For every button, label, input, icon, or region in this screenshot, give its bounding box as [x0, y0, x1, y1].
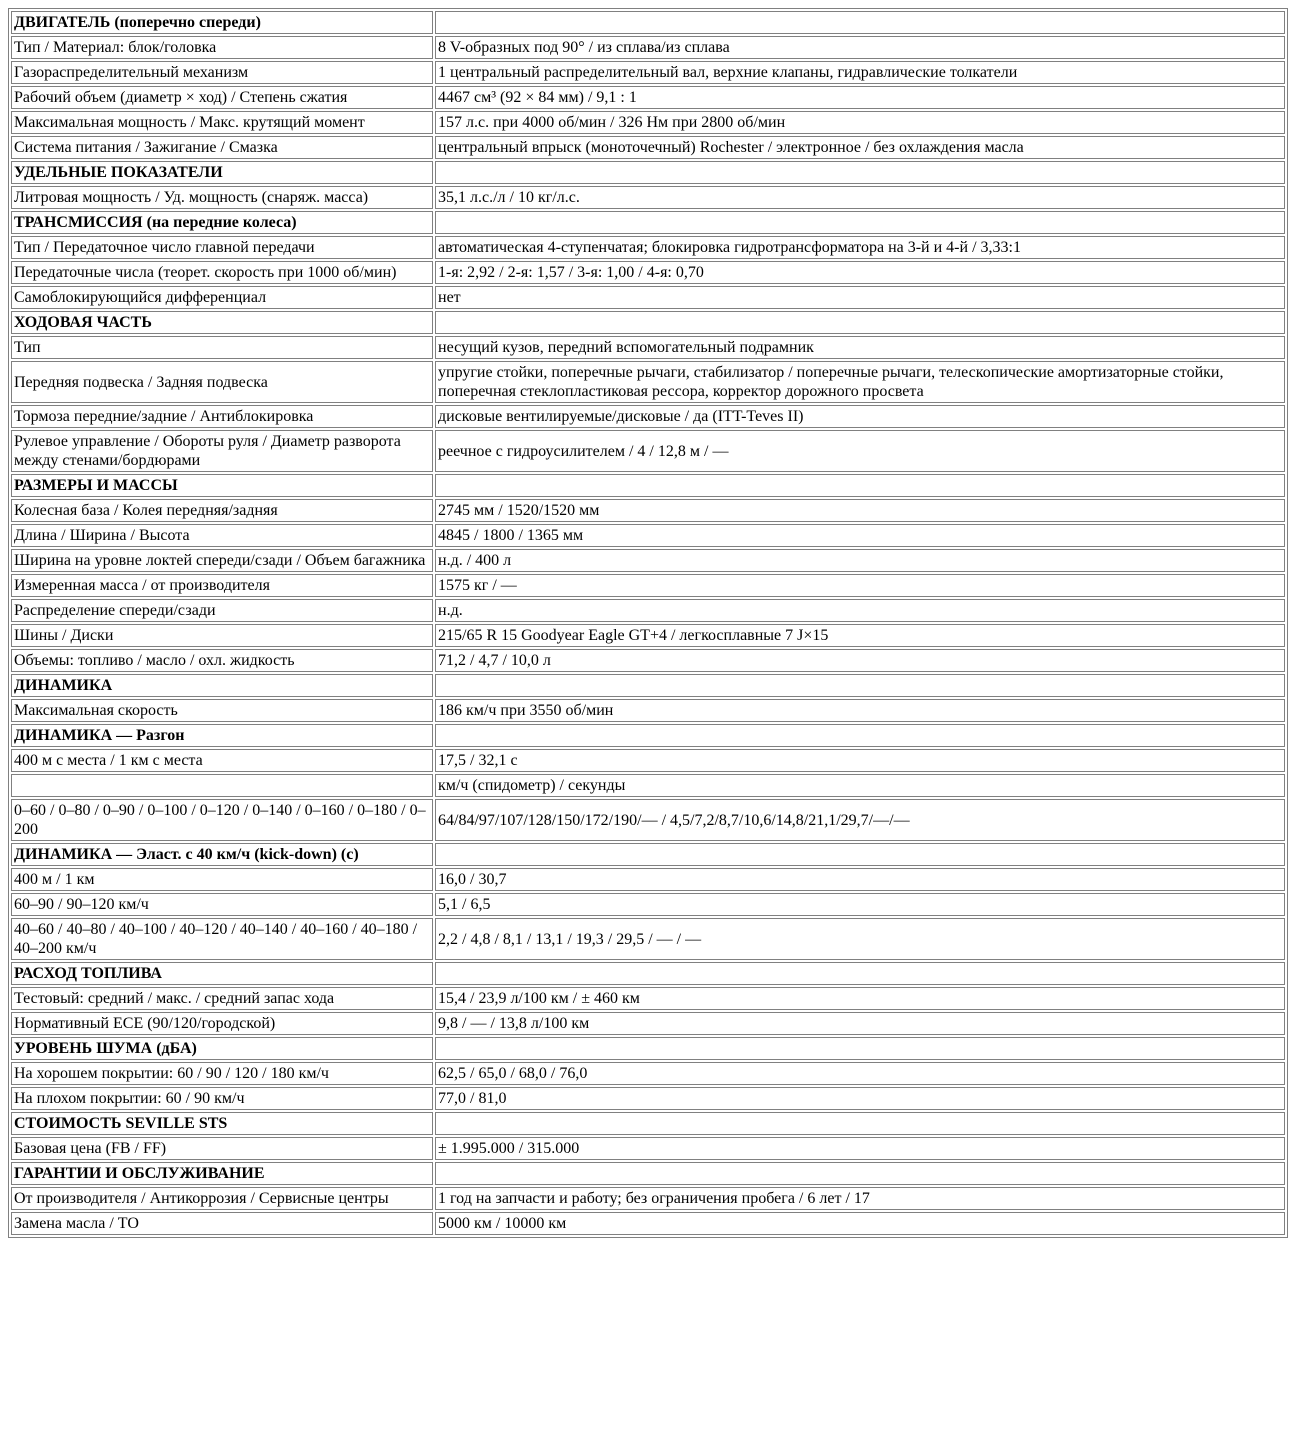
spec-label: Передаточные числа (теорет. скорость при 1000 об/мин)	[11, 261, 433, 284]
section-title: ТРАНСМИССИЯ (на передние колеса)	[11, 211, 433, 234]
spec-value: 2,2 / 4,8 / 8,1 / 13,1 / 19,3 / 29,5 / — / —	[435, 918, 1285, 960]
spec-value: 186 км/ч при 3550 об/мин	[435, 699, 1285, 722]
spec-value: 215/65 R 15 Goodyear Eagle GT+4 / легкосплавные 7 J×15	[435, 624, 1285, 647]
table-row	[11, 1187, 1285, 1210]
spec-value: нет	[435, 286, 1285, 309]
spec-label: Ширина на уровне локтей спереди/сзади / Объем багажника	[11, 549, 433, 572]
spec-value: 1575 кг / —	[435, 574, 1285, 597]
table-row	[11, 699, 1285, 722]
spec-label: Рулевое управление / Обороты руля / Диаметр разворота между стенами/бордюрами	[11, 430, 433, 472]
section-title: ХОДОВАЯ ЧАСТЬ	[11, 311, 433, 334]
spec-value	[435, 311, 1285, 334]
spec-label: Тип / Передаточное число главной передачи	[11, 236, 433, 259]
spec-value: реечное с гидроусилителем / 4 / 12,8 м / —	[435, 430, 1285, 472]
section-title: СТОИМОСТЬ SEVILLE STS	[11, 1112, 433, 1135]
spec-label: Тормоза передние/задние / Антиблокировка	[11, 405, 433, 428]
spec-label: Тестовый: средний / макс. / средний запас хода	[11, 987, 433, 1010]
table-row	[11, 799, 1285, 841]
spec-label: Тип	[11, 336, 433, 359]
spec-value: автоматическая 4-ступенчатая; блокировка гидротрансформатора на 3-й и 4-й / 3,33:1	[435, 236, 1285, 259]
table-row	[11, 361, 1285, 403]
spec-value: 8 V-образных под 90° / из сплава/из сплава	[435, 36, 1285, 59]
spec-label: Максимальная мощность / Макс. крутящий момент	[11, 111, 433, 134]
section-header-row	[11, 311, 1285, 334]
spec-label: На хорошем покрытии: 60 / 90 / 120 / 180 км/ч	[11, 1062, 433, 1085]
spec-value: 4845 / 1800 / 1365 мм	[435, 524, 1285, 547]
spec-value: 1-я: 2,92 / 2-я: 1,57 / 3-я: 1,00 / 4-я: 0,70	[435, 261, 1285, 284]
table-row	[11, 1137, 1285, 1160]
section-header-row	[11, 474, 1285, 497]
table-row	[11, 987, 1285, 1010]
table-row	[11, 261, 1285, 284]
section-header-row	[11, 211, 1285, 234]
table-row	[11, 1087, 1285, 1110]
spec-label: Система питания / Зажигание / Смазка	[11, 136, 433, 159]
section-title: УДЕЛЬНЫЕ ПОКАЗАТЕЛИ	[11, 161, 433, 184]
spec-label: Распределение спереди/сзади	[11, 599, 433, 622]
table-row	[11, 893, 1285, 916]
table-row	[11, 1212, 1285, 1235]
table-row	[11, 749, 1285, 772]
table-row	[11, 136, 1285, 159]
spec-value	[435, 211, 1285, 234]
spec-label	[11, 774, 433, 797]
table-row	[11, 574, 1285, 597]
section-header-row	[11, 962, 1285, 985]
spec-label: 60–90 / 90–120 км/ч	[11, 893, 433, 916]
table-row	[11, 405, 1285, 428]
spec-label: Максимальная скорость	[11, 699, 433, 722]
table-row	[11, 336, 1285, 359]
spec-value	[435, 843, 1285, 866]
spec-value: 77,0 / 81,0	[435, 1087, 1285, 1110]
spec-label: 400 м с места / 1 км с места	[11, 749, 433, 772]
spec-label: Самоблокирующийся дифференциал	[11, 286, 433, 309]
spec-value: 1 центральный распределительный вал, верхние клапаны, гидравлические толкатели	[435, 61, 1285, 84]
section-title: РАСХОД ТОПЛИВА	[11, 962, 433, 985]
spec-value: 5000 км / 10000 км	[435, 1212, 1285, 1235]
spec-value: н.д.	[435, 599, 1285, 622]
section-title: ДИНАМИКА — Разгон	[11, 724, 433, 747]
spec-value	[435, 674, 1285, 697]
table-row	[11, 868, 1285, 891]
section-header-row	[11, 11, 1285, 34]
spec-value: 4467 см³ (92 × 84 мм) / 9,1 : 1	[435, 86, 1285, 109]
spec-label: Газораспределительный механизм	[11, 61, 433, 84]
section-title: ДВИГАТЕЛЬ (поперечно спереди)	[11, 11, 433, 34]
spec-label: Базовая цена (FB / FF)	[11, 1137, 433, 1160]
spec-value: центральный впрыск (моноточечный) Rochester / электронное / без охлаждения масла	[435, 136, 1285, 159]
spec-label: На плохом покрытии: 60 / 90 км/ч	[11, 1087, 433, 1110]
spec-label: Измеренная масса / от производителя	[11, 574, 433, 597]
spec-label: Литровая мощность / Уд. мощность (снаряж. масса)	[11, 186, 433, 209]
section-header-row	[11, 843, 1285, 866]
section-header-row	[11, 1162, 1285, 1185]
section-header-row	[11, 1112, 1285, 1135]
spec-value: 17,5 / 32,1 с	[435, 749, 1285, 772]
table-row	[11, 1012, 1285, 1035]
spec-value: 9,8 / — / 13,8 л/100 км	[435, 1012, 1285, 1035]
section-title: РАЗМЕРЫ И МАССЫ	[11, 474, 433, 497]
table-row	[11, 599, 1285, 622]
section-title: УРОВЕНЬ ШУМА (дБА)	[11, 1037, 433, 1060]
table-row	[11, 524, 1285, 547]
table-row	[11, 186, 1285, 209]
spec-value	[435, 474, 1285, 497]
section-header-row	[11, 161, 1285, 184]
spec-value: км/ч (спидометр) / секунды	[435, 774, 1285, 797]
section-header-row	[11, 674, 1285, 697]
spec-value: 62,5 / 65,0 / 68,0 / 76,0	[435, 1062, 1285, 1085]
spec-value	[435, 724, 1285, 747]
table-row	[11, 624, 1285, 647]
spec-value: 71,2 / 4,7 / 10,0 л	[435, 649, 1285, 672]
section-header-row	[11, 724, 1285, 747]
table-row	[11, 430, 1285, 472]
spec-value: 35,1 л.с./л / 10 кг/л.с.	[435, 186, 1285, 209]
spec-value: 5,1 / 6,5	[435, 893, 1285, 916]
spec-table	[8, 8, 1288, 1238]
spec-value: 15,4 / 23,9 л/100 км / ± 460 км	[435, 987, 1285, 1010]
spec-label: Тип / Материал: блок/головка	[11, 36, 433, 59]
table-row	[11, 61, 1285, 84]
spec-label: Объемы: топливо / масло / охл. жидкость	[11, 649, 433, 672]
spec-label: Замена масла / ТО	[11, 1212, 433, 1235]
section-header-row	[11, 1037, 1285, 1060]
spec-label: Шины / Диски	[11, 624, 433, 647]
section-title: ДИНАМИКА — Эласт. с 40 км/ч (kick-down) (с)	[11, 843, 433, 866]
table-row	[11, 236, 1285, 259]
spec-label: 0–60 / 0–80 / 0–90 / 0–100 / 0–120 / 0–140 / 0–160 / 0–180 / 0–200	[11, 799, 433, 841]
spec-label: Нормативный ECE (90/120/городской)	[11, 1012, 433, 1035]
spec-value: 1 год на запчасти и работу; без ограничения пробега / 6 лет / 17	[435, 1187, 1285, 1210]
spec-value: 2745 мм / 1520/1520 мм	[435, 499, 1285, 522]
spec-value	[435, 1112, 1285, 1135]
spec-label: Рабочий объем (диаметр × ход) / Степень сжатия	[11, 86, 433, 109]
spec-value	[435, 161, 1285, 184]
spec-value: ± 1.995.000 / 315.000	[435, 1137, 1285, 1160]
spec-value	[435, 1162, 1285, 1185]
table-row	[11, 1062, 1285, 1085]
table-row	[11, 918, 1285, 960]
spec-label: От производителя / Антикоррозия / Сервисные центры	[11, 1187, 433, 1210]
section-title: ГАРАНТИИ И ОБСЛУЖИВАНИЕ	[11, 1162, 433, 1185]
spec-value: н.д. / 400 л	[435, 549, 1285, 572]
spec-label: Длина / Ширина / Высота	[11, 524, 433, 547]
table-row	[11, 499, 1285, 522]
spec-value: 157 л.с. при 4000 об/мин / 326 Нм при 2800 об/мин	[435, 111, 1285, 134]
spec-value: несущий кузов, передний вспомогательный подрамник	[435, 336, 1285, 359]
table-row	[11, 774, 1285, 797]
spec-label: Колесная база / Колея передняя/задняя	[11, 499, 433, 522]
spec-table-body	[11, 11, 1285, 1235]
table-row	[11, 649, 1285, 672]
spec-value: упругие стойки, поперечные рычаги, стабилизатор / поперечные рычаги, телескопические амортизаторные стойки, поперечная стеклопластиковая рессора, корректор дорожного просвета	[435, 361, 1285, 403]
spec-label: Передняя подвеска / Задняя подвеска	[11, 361, 433, 403]
spec-value	[435, 962, 1285, 985]
table-row	[11, 549, 1285, 572]
spec-label: 40–60 / 40–80 / 40–100 / 40–120 / 40–140 / 40–160 / 40–180 / 40–200 км/ч	[11, 918, 433, 960]
spec-value: 16,0 / 30,7	[435, 868, 1285, 891]
table-row	[11, 86, 1285, 109]
table-row	[11, 36, 1285, 59]
spec-value: дисковые вентилируемые/дисковые / да (ITT-Teves II)	[435, 405, 1285, 428]
spec-label: 400 м / 1 км	[11, 868, 433, 891]
spec-value	[435, 1037, 1285, 1060]
section-title: ДИНАМИКА	[11, 674, 433, 697]
table-row	[11, 286, 1285, 309]
spec-value: 64/84/97/107/128/150/172/190/— / 4,5/7,2/8,7/10,6/14,8/21,1/29,7/—/—	[435, 799, 1285, 841]
spec-value	[435, 11, 1285, 34]
table-row	[11, 111, 1285, 134]
